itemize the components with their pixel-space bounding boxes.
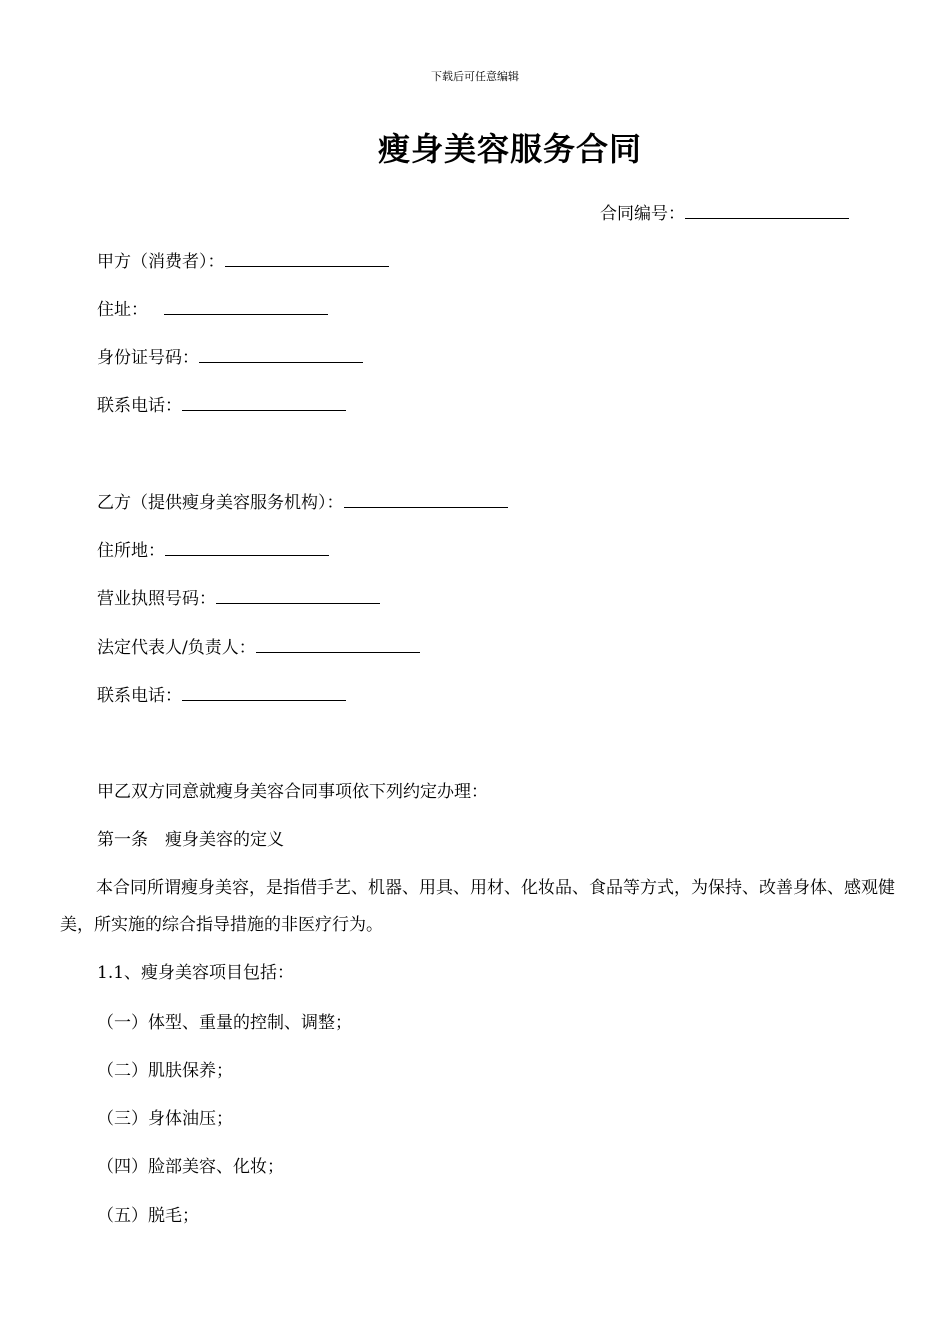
list-item: （一）体型、重量的控制、调整； bbox=[97, 1013, 352, 1033]
list-item: （三）身体油压； bbox=[97, 1109, 233, 1129]
party-b-name-label: 乙方（提供瘦身美容服务机构）： bbox=[97, 493, 344, 513]
party-b-license-line bbox=[97, 587, 380, 610]
party-a-address-blank bbox=[164, 298, 328, 315]
party-b-phone-line bbox=[97, 684, 346, 707]
header-note: 下载后可任意编辑 bbox=[431, 70, 519, 83]
party-b-address-line bbox=[97, 539, 329, 562]
party-b-phone-label: 联系电话： bbox=[97, 686, 182, 706]
party-a-id-line bbox=[97, 346, 363, 369]
document-title: 瘦身美容服务合同 bbox=[377, 130, 642, 168]
list-item: （二）肌肤保养； bbox=[97, 1061, 233, 1081]
party-a-id-label: 身份证号码： bbox=[97, 348, 199, 368]
list-item: （五）脱毛； bbox=[97, 1206, 199, 1226]
list-item: （四）脸部美容、化妆； bbox=[97, 1157, 284, 1177]
contract-number-line bbox=[600, 202, 849, 225]
party-b-name-line bbox=[97, 491, 508, 514]
party-a-phone-line bbox=[97, 394, 346, 417]
party-b-license-blank bbox=[216, 587, 380, 604]
party-b-phone-blank bbox=[182, 684, 346, 701]
party-a-id-blank bbox=[199, 346, 363, 363]
party-a-address-label: 住址： bbox=[97, 300, 148, 320]
party-b-name-blank bbox=[344, 491, 508, 508]
party-b-rep-label: 法定代表人/负责人： bbox=[97, 638, 256, 658]
party-a-phone-blank bbox=[182, 394, 346, 411]
intro-text: 甲乙双方同意就瘦身美容合同事项依下列约定办理： bbox=[97, 782, 488, 802]
party-a-name-line bbox=[97, 250, 389, 273]
contract-number-label: 合同编号： bbox=[600, 204, 685, 224]
party-a-name-label: 甲方（消费者）： bbox=[97, 252, 225, 272]
clause-1-1: 1.1、瘦身美容项目包括： bbox=[97, 963, 295, 983]
party-a-name-blank bbox=[225, 250, 389, 267]
party-a-phone-label: 联系电话： bbox=[97, 396, 182, 416]
article-1-title: 第一条 瘦身美容的定义 bbox=[97, 830, 284, 850]
party-b-rep-blank bbox=[256, 636, 420, 653]
contract-number-blank bbox=[685, 202, 849, 219]
party-b-rep-line bbox=[97, 636, 420, 659]
party-b-address-label: 住所地： bbox=[97, 541, 165, 561]
party-b-address-blank bbox=[165, 539, 329, 556]
party-b-license-label: 营业执照号码： bbox=[97, 589, 216, 609]
article-1-body: 本合同所谓瘦身美容，是指借手艺、机器、用具、用材、化妆品、食品等方式，为保持、改善身体、感观健美，所实施的综合指导措施的非医疗行为。 bbox=[60, 878, 895, 935]
party-a-address-line bbox=[97, 298, 328, 321]
